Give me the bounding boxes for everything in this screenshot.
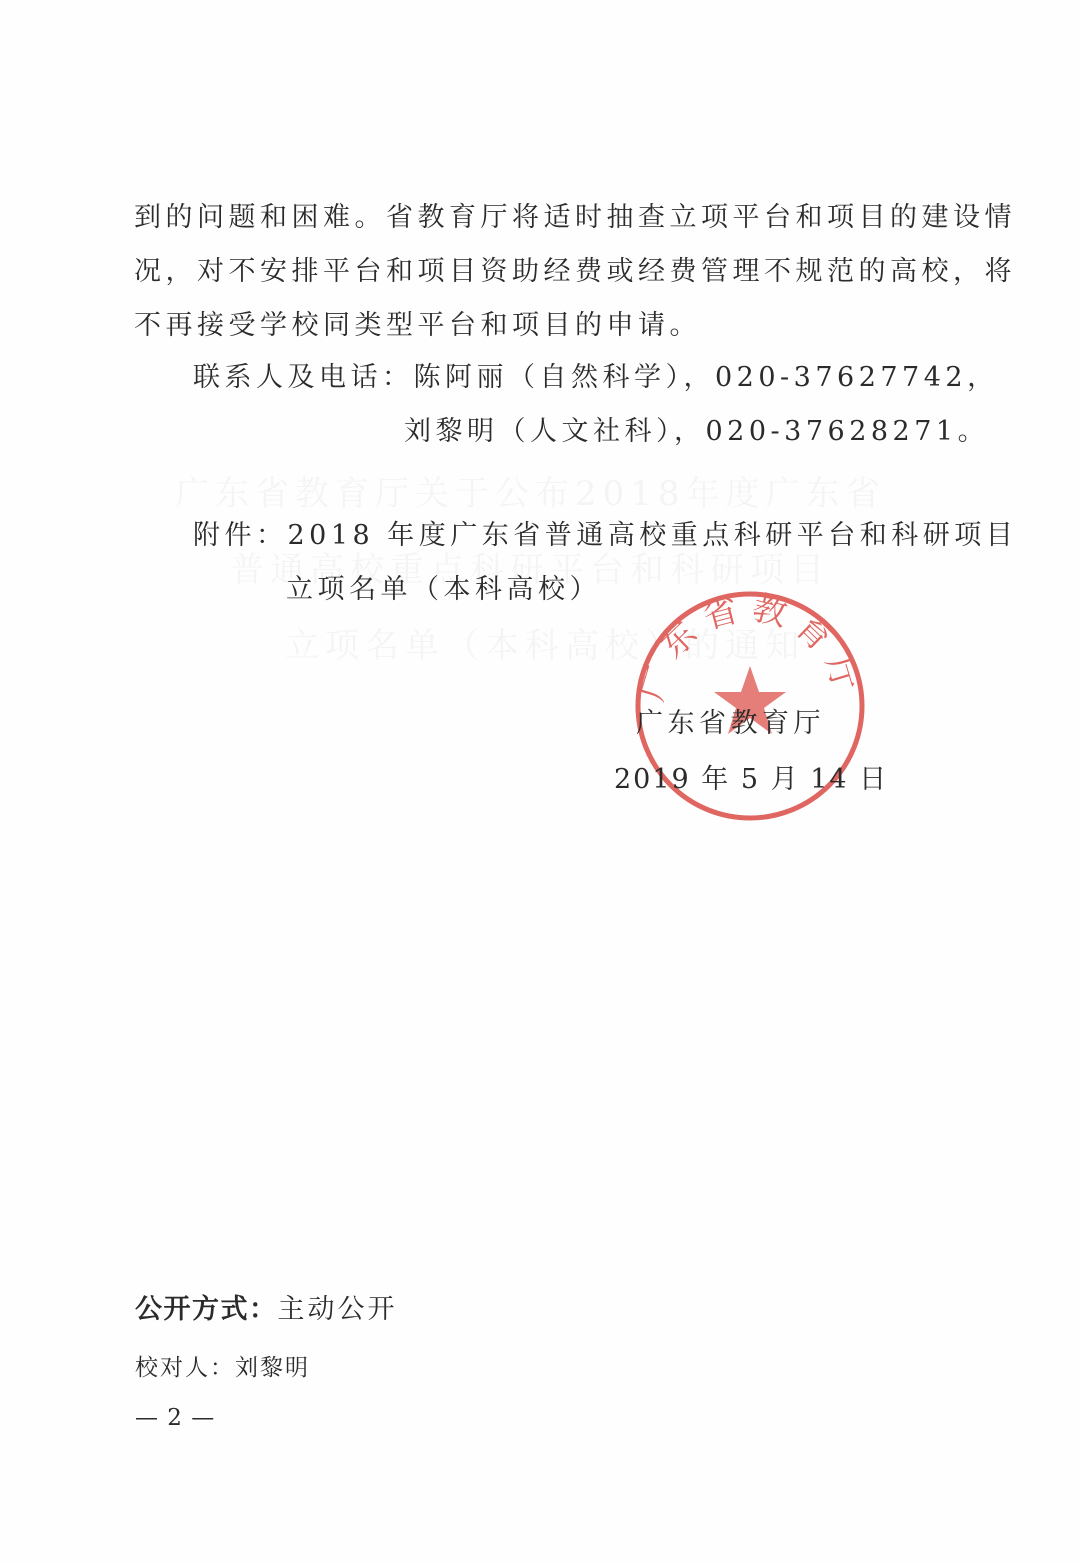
body-paragraph-line: 不再接受学校同类型平台和项目的申请。 [134, 310, 701, 341]
issuing-organization: 广东省教育厅 [636, 708, 825, 739]
disclosure-value: 主动公开 [277, 1294, 398, 1325]
attachment-line: 附件：2018 年度广东省普通高校重点科研平台和科研项目 [193, 520, 1018, 551]
body-paragraph-line: 况，对不安排平台和项目资助经费或经费管理不规范的高校，将 [134, 256, 1016, 287]
contact-line: 联系人及电话：陈阿丽（自然科学），020-37627742， [193, 362, 999, 393]
body-paragraph-line: 到的问题和困难。省教育厅将适时抽查立项平台和项目的建设情 [134, 202, 1016, 233]
bleed-through-text [175, 474, 886, 514]
seal-arc-text: 广东省教育厅 [632, 588, 868, 706]
issue-date: 2019 年 5 月 14 日 [614, 764, 889, 795]
page-number: — 2 — [135, 1405, 216, 1431]
disclosure-method [135, 1290, 398, 1330]
contact-line: 刘黎明（人文社科），020-37628271。 [404, 416, 990, 447]
proofreader: 校对人：刘黎明 [135, 1355, 310, 1381]
attachment-line: 立项名单（本科高校） [286, 574, 601, 605]
disclosure-label: 公开方式： [135, 1294, 278, 1325]
